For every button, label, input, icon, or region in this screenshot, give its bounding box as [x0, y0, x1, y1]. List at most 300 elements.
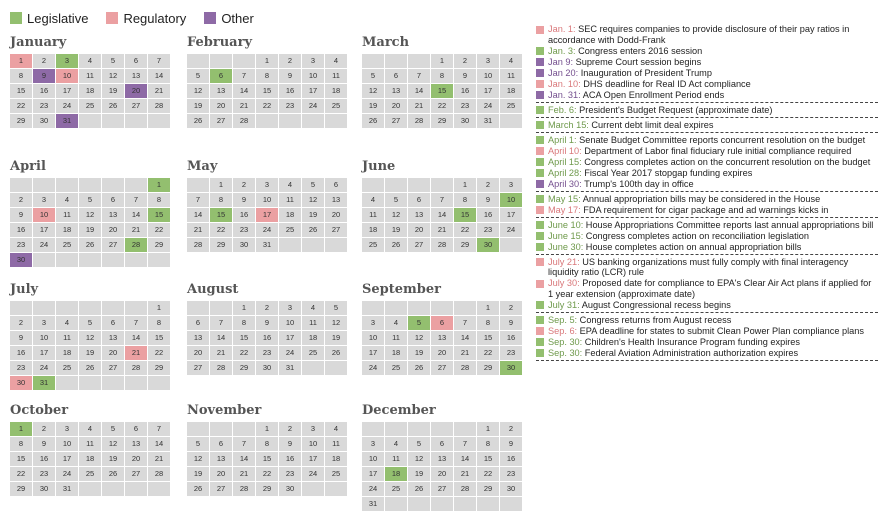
- empty-day-cell: [477, 497, 499, 511]
- day-cell: 10: [33, 331, 55, 345]
- day-cell: 18: [56, 223, 78, 237]
- empty-day-cell: [302, 482, 324, 496]
- empty-day-cell: [279, 114, 301, 128]
- day-cell: 20: [210, 99, 232, 113]
- day-cell: 16: [279, 84, 301, 98]
- day-cell: 2: [477, 178, 499, 192]
- day-cell: 9: [500, 437, 522, 451]
- day-cell: 29: [477, 361, 499, 375]
- day-cell: 18: [500, 84, 522, 98]
- event-date: Sep. 5:: [548, 314, 578, 325]
- day-cell: 5: [325, 301, 347, 315]
- day-cell: 25: [79, 467, 101, 481]
- day-cell: 2: [500, 422, 522, 436]
- day-cell: 28: [408, 114, 430, 128]
- empty-day-cell: [362, 301, 384, 315]
- event-description: August Congressional recess begins: [579, 299, 731, 310]
- event-date: June 30:: [548, 241, 584, 252]
- day-cell: 10: [302, 437, 324, 451]
- day-cell: 21: [233, 467, 255, 481]
- event-group: [536, 194, 878, 218]
- day-cell: 20: [125, 84, 147, 98]
- day-cell: 24: [33, 361, 55, 375]
- day-cell: 29: [10, 482, 32, 496]
- empty-day-cell: [125, 301, 147, 315]
- day-cell: 27: [210, 114, 232, 128]
- empty-day-cell: [125, 482, 147, 496]
- legend-label: Regulatory: [123, 10, 187, 26]
- day-cell: 28: [148, 99, 170, 113]
- day-cell: 2: [256, 301, 278, 315]
- day-cell: 30: [10, 253, 32, 267]
- day-cell: 16: [454, 84, 476, 98]
- day-cell: 17: [256, 208, 278, 222]
- event-date: April 28:: [548, 167, 582, 178]
- day-cell: 18: [302, 331, 324, 345]
- day-cell: 27: [325, 223, 347, 237]
- empty-day-cell: [302, 114, 324, 128]
- empty-day-cell: [102, 376, 124, 390]
- empty-day-cell: [454, 301, 476, 315]
- day-cell: 6: [385, 69, 407, 83]
- day-cell: 25: [385, 361, 407, 375]
- day-cell: 3: [56, 54, 78, 68]
- month-days-grid: [187, 178, 349, 252]
- day-cell: 20: [125, 452, 147, 466]
- day-cell: 1: [477, 301, 499, 315]
- empty-day-cell: [362, 422, 384, 436]
- day-cell: 22: [477, 467, 499, 481]
- day-cell: 26: [102, 99, 124, 113]
- month-august: [187, 282, 349, 375]
- day-cell: 7: [233, 69, 255, 83]
- day-cell: 17: [302, 84, 324, 98]
- event-group: [536, 220, 878, 255]
- day-cell: 21: [408, 99, 430, 113]
- day-cell: 25: [302, 346, 324, 360]
- day-cell: 31: [362, 497, 384, 511]
- empty-day-cell: [210, 54, 232, 68]
- day-cell: 16: [477, 208, 499, 222]
- day-cell: 30: [454, 114, 476, 128]
- day-cell: 25: [385, 482, 407, 496]
- empty-day-cell: [10, 178, 32, 192]
- day-cell: 11: [325, 69, 347, 83]
- day-cell: 16: [279, 452, 301, 466]
- day-cell: 16: [233, 208, 255, 222]
- month-december: [362, 403, 524, 511]
- day-cell: 13: [187, 331, 209, 345]
- day-cell: 1: [477, 422, 499, 436]
- day-cell: 19: [79, 346, 101, 360]
- month-title: May: [187, 159, 218, 174]
- event-type-swatch: [536, 301, 544, 309]
- day-cell: 10: [33, 208, 55, 222]
- empty-day-cell: [385, 301, 407, 315]
- empty-day-cell: [125, 376, 147, 390]
- day-cell: 13: [210, 84, 232, 98]
- day-cell: 4: [362, 193, 384, 207]
- day-cell: 30: [33, 482, 55, 496]
- event-description: Proposed date for compliance to EPA's Clear Air Act plans if applied for 1 year extension (approximate date): [548, 278, 872, 299]
- day-cell: 11: [56, 331, 78, 345]
- empty-day-cell: [148, 376, 170, 390]
- event-item: [536, 194, 878, 205]
- event-description: Supreme Court session begins: [573, 56, 702, 67]
- event-group: [536, 315, 878, 361]
- day-cell: 13: [431, 452, 453, 466]
- day-cell: 11: [385, 452, 407, 466]
- event-description: US banking organizations must fully comply with final interagency liquidity ratio (LCR) rule: [548, 256, 849, 277]
- day-cell: 4: [302, 301, 324, 315]
- day-cell: 13: [125, 69, 147, 83]
- day-cell: 28: [125, 361, 147, 375]
- empty-day-cell: [408, 54, 430, 68]
- day-cell: 17: [56, 84, 78, 98]
- day-cell: 24: [256, 223, 278, 237]
- day-cell: 6: [210, 69, 232, 83]
- day-cell: 13: [325, 193, 347, 207]
- day-cell: 22: [256, 467, 278, 481]
- empty-day-cell: [33, 301, 55, 315]
- month-days-grid: [187, 54, 349, 128]
- day-cell: 4: [79, 54, 101, 68]
- empty-day-cell: [148, 114, 170, 128]
- month-march: [362, 35, 524, 128]
- empty-day-cell: [408, 301, 430, 315]
- day-cell: 11: [56, 208, 78, 222]
- day-cell: 23: [500, 467, 522, 481]
- day-cell: 20: [187, 346, 209, 360]
- empty-day-cell: [233, 54, 255, 68]
- day-cell: 23: [10, 361, 32, 375]
- event-description: Current debt limit deal expires: [588, 119, 714, 130]
- day-cell: 12: [102, 69, 124, 83]
- event-group: [536, 120, 878, 133]
- day-cell: 16: [33, 452, 55, 466]
- event-date: April 30:: [548, 178, 582, 189]
- day-cell: 12: [325, 316, 347, 330]
- day-cell: 19: [325, 331, 347, 345]
- month-january: [10, 35, 172, 128]
- day-cell: 18: [79, 84, 101, 98]
- day-cell: 22: [256, 99, 278, 113]
- day-cell: 9: [33, 437, 55, 451]
- day-cell: 9: [10, 208, 32, 222]
- day-cell: 9: [233, 193, 255, 207]
- day-cell: 16: [33, 84, 55, 98]
- event-item: [536, 120, 878, 131]
- legend-label: Other: [221, 10, 254, 26]
- month-october: [10, 403, 172, 496]
- empty-day-cell: [302, 361, 324, 375]
- day-cell: 3: [477, 54, 499, 68]
- day-cell: 23: [500, 346, 522, 360]
- event-description: House completes action on annual appropriation bills: [583, 241, 802, 252]
- event-date: Feb. 6:: [548, 104, 577, 115]
- day-cell: 10: [500, 193, 522, 207]
- day-cell: 14: [148, 69, 170, 83]
- empty-day-cell: [325, 114, 347, 128]
- event-description: Inauguration of President Trump: [578, 67, 712, 78]
- event-type-swatch: [536, 206, 544, 214]
- day-cell: 11: [79, 69, 101, 83]
- month-days-grid: [10, 54, 172, 128]
- day-cell: 19: [385, 223, 407, 237]
- day-cell: 21: [210, 346, 232, 360]
- day-cell: 4: [56, 193, 78, 207]
- empty-day-cell: [79, 114, 101, 128]
- empty-day-cell: [79, 253, 101, 267]
- day-cell: 26: [408, 482, 430, 496]
- day-cell: 19: [102, 84, 124, 98]
- event-date: Jan. 10:: [548, 78, 581, 89]
- day-cell: 16: [10, 223, 32, 237]
- event-type-swatch: [536, 327, 544, 335]
- event-description: DHS deadline for Real ID Act compliance: [580, 78, 751, 89]
- day-cell: 26: [102, 467, 124, 481]
- day-cell: 8: [477, 316, 499, 330]
- day-cell: 5: [362, 69, 384, 83]
- day-cell: 2: [33, 422, 55, 436]
- day-cell: 10: [362, 331, 384, 345]
- day-cell: 15: [454, 208, 476, 222]
- day-cell: 26: [187, 114, 209, 128]
- day-cell: 7: [125, 193, 147, 207]
- event-description: ACA Open Enrollment Period ends: [580, 89, 725, 100]
- empty-day-cell: [233, 422, 255, 436]
- day-cell: 21: [125, 346, 147, 360]
- day-cell: 23: [279, 99, 301, 113]
- day-cell: 20: [102, 223, 124, 237]
- empty-day-cell: [187, 301, 209, 315]
- day-cell: 27: [431, 361, 453, 375]
- event-group: [536, 257, 878, 313]
- day-cell: 2: [33, 54, 55, 68]
- day-cell: 1: [10, 54, 32, 68]
- event-type-swatch: [536, 195, 544, 203]
- event-item: [536, 146, 878, 157]
- day-cell: 22: [10, 99, 32, 113]
- day-cell: 1: [431, 54, 453, 68]
- day-cell: 27: [125, 467, 147, 481]
- event-group: [536, 135, 878, 192]
- event-item: [536, 105, 878, 116]
- day-cell: 6: [210, 437, 232, 451]
- day-cell: 26: [362, 114, 384, 128]
- event-type-swatch: [536, 221, 544, 229]
- empty-day-cell: [102, 253, 124, 267]
- empty-day-cell: [302, 238, 324, 252]
- day-cell: 10: [56, 69, 78, 83]
- day-cell: 17: [362, 467, 384, 481]
- day-cell: 5: [79, 316, 101, 330]
- month-title: November: [187, 403, 262, 418]
- day-cell: 1: [10, 422, 32, 436]
- day-cell: 29: [233, 361, 255, 375]
- empty-day-cell: [210, 422, 232, 436]
- day-cell: 23: [233, 223, 255, 237]
- day-cell: 27: [408, 238, 430, 252]
- event-date: Jan 9:: [548, 56, 574, 67]
- day-cell: 13: [102, 208, 124, 222]
- event-date: May 17:: [548, 204, 581, 215]
- event-description: Department of Labor final fiduciary rule initial compliance required: [581, 145, 852, 156]
- day-cell: 20: [431, 346, 453, 360]
- event-type-swatch: [536, 69, 544, 77]
- empty-day-cell: [385, 54, 407, 68]
- day-cell: 10: [302, 69, 324, 83]
- day-cell: 23: [256, 346, 278, 360]
- month-days-grid: [362, 54, 524, 128]
- day-cell: 5: [385, 193, 407, 207]
- day-cell: 24: [362, 482, 384, 496]
- day-cell: 22: [10, 467, 32, 481]
- day-cell: 21: [454, 346, 476, 360]
- day-cell: 24: [56, 99, 78, 113]
- day-cell: 25: [325, 467, 347, 481]
- day-cell: 31: [56, 114, 78, 128]
- day-cell: 10: [56, 437, 78, 451]
- event-type-swatch: [536, 349, 544, 357]
- day-cell: 29: [454, 238, 476, 252]
- day-cell: 24: [362, 361, 384, 375]
- event-description: Congress returns from August recess: [577, 314, 732, 325]
- day-cell: 25: [56, 361, 78, 375]
- day-cell: 16: [500, 331, 522, 345]
- day-cell: 1: [148, 178, 170, 192]
- day-cell: 2: [10, 316, 32, 330]
- empty-day-cell: [56, 178, 78, 192]
- day-cell: 10: [279, 316, 301, 330]
- empty-day-cell: [500, 238, 522, 252]
- day-cell: 17: [33, 223, 55, 237]
- month-title: March: [362, 35, 410, 50]
- day-cell: 29: [148, 238, 170, 252]
- day-cell: 6: [125, 422, 147, 436]
- day-cell: 20: [102, 346, 124, 360]
- empty-day-cell: [102, 482, 124, 496]
- empty-day-cell: [454, 497, 476, 511]
- event-item: [536, 24, 878, 45]
- event-item: [536, 242, 878, 253]
- day-cell: 12: [302, 193, 324, 207]
- day-cell: 27: [102, 238, 124, 252]
- day-cell: 30: [10, 376, 32, 390]
- day-cell: 29: [10, 114, 32, 128]
- event-type-swatch: [536, 136, 544, 144]
- empty-day-cell: [385, 497, 407, 511]
- day-cell: 28: [187, 238, 209, 252]
- event-date: May 15:: [548, 193, 581, 204]
- day-cell: 8: [10, 69, 32, 83]
- day-cell: 14: [125, 208, 147, 222]
- day-cell: 11: [302, 316, 324, 330]
- month-days-grid: [187, 301, 349, 375]
- day-cell: 3: [362, 316, 384, 330]
- day-cell: 22: [210, 223, 232, 237]
- event-description: House Appropriations Committee reports last annual appropriations bill: [583, 219, 874, 230]
- day-cell: 4: [385, 316, 407, 330]
- day-cell: 16: [10, 346, 32, 360]
- day-cell: 15: [477, 452, 499, 466]
- day-cell: 8: [148, 316, 170, 330]
- day-cell: 21: [454, 467, 476, 481]
- event-type-swatch: [536, 180, 544, 188]
- day-cell: 18: [385, 346, 407, 360]
- month-july: [10, 282, 172, 390]
- day-cell: 24: [500, 223, 522, 237]
- day-cell: 17: [500, 208, 522, 222]
- day-cell: 14: [408, 84, 430, 98]
- event-date: July 31:: [548, 299, 580, 310]
- day-cell: 9: [454, 69, 476, 83]
- day-cell: 26: [408, 361, 430, 375]
- month-days-grid: [362, 178, 524, 252]
- event-item: [536, 79, 878, 90]
- month-february: [187, 35, 349, 128]
- event-type-swatch: [536, 91, 544, 99]
- day-cell: 27: [125, 99, 147, 113]
- day-cell: 31: [279, 361, 301, 375]
- day-cell: 2: [233, 178, 255, 192]
- event-type-swatch: [536, 280, 544, 288]
- empty-day-cell: [325, 361, 347, 375]
- day-cell: 4: [385, 437, 407, 451]
- day-cell: 22: [431, 99, 453, 113]
- day-cell: 21: [148, 84, 170, 98]
- event-item: [536, 257, 878, 278]
- empty-day-cell: [408, 422, 430, 436]
- day-cell: 30: [279, 482, 301, 496]
- day-cell: 4: [500, 54, 522, 68]
- month-days-grid: [362, 301, 524, 375]
- day-cell: 9: [33, 69, 55, 83]
- legend-label: Legislative: [27, 10, 89, 26]
- month-days-grid: [10, 301, 172, 390]
- empty-day-cell: [408, 497, 430, 511]
- empty-day-cell: [56, 253, 78, 267]
- day-cell: 19: [187, 467, 209, 481]
- day-cell: 8: [256, 69, 278, 83]
- empty-day-cell: [148, 482, 170, 496]
- day-cell: 6: [102, 316, 124, 330]
- day-cell: 22: [477, 346, 499, 360]
- day-cell: 27: [431, 482, 453, 496]
- day-cell: 12: [79, 208, 101, 222]
- day-cell: 17: [279, 331, 301, 345]
- day-cell: 22: [148, 346, 170, 360]
- day-cell: 9: [500, 316, 522, 330]
- event-date: March 15:: [548, 119, 589, 130]
- day-cell: 7: [148, 422, 170, 436]
- day-cell: 14: [148, 437, 170, 451]
- empty-day-cell: [102, 114, 124, 128]
- empty-day-cell: [79, 376, 101, 390]
- day-cell: 19: [408, 467, 430, 481]
- day-cell: 11: [362, 208, 384, 222]
- day-cell: 9: [10, 331, 32, 345]
- day-cell: 4: [56, 316, 78, 330]
- day-cell: 26: [187, 482, 209, 496]
- day-cell: 3: [500, 178, 522, 192]
- day-cell: 6: [431, 316, 453, 330]
- day-cell: 7: [187, 193, 209, 207]
- day-cell: 30: [500, 482, 522, 496]
- day-cell: 14: [454, 452, 476, 466]
- day-cell: 12: [408, 452, 430, 466]
- event-type-swatch: [536, 121, 544, 129]
